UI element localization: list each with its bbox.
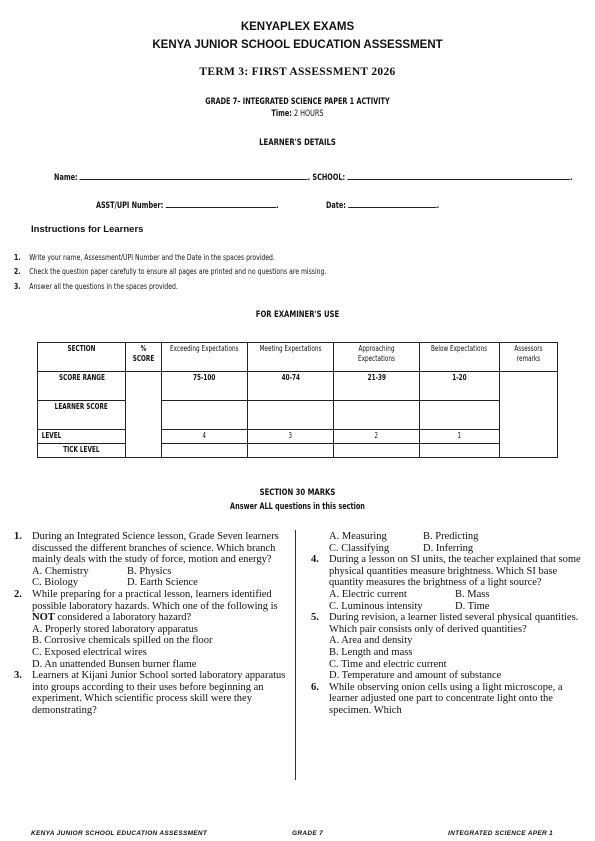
- option[interactable]: D. Earth Science: [127, 577, 198, 589]
- question-number: 6.: [311, 681, 319, 693]
- header-cell: Approaching Expectations: [334, 343, 420, 372]
- range-cell: 21-39: [334, 372, 420, 401]
- paper-title: GRADE 7– INTEGRATED SCIENCE PAPER 1 ACTIVITY: [205, 97, 390, 107]
- option[interactable]: D. Time: [455, 600, 490, 612]
- question-2: [14, 589, 286, 624]
- instruction-num: 3.: [14, 282, 21, 291]
- question-number: 3.: [14, 670, 22, 682]
- option[interactable]: D. An unattended Bunsen burner flame: [32, 658, 197, 670]
- question-number: 2.: [14, 588, 22, 600]
- options-row: [311, 601, 583, 613]
- questions-left-column: [14, 531, 286, 717]
- question-number: 1.: [14, 531, 22, 542]
- option[interactable]: C. Classifying: [329, 542, 390, 554]
- footer-middle: GRADE 7: [292, 830, 323, 837]
- date-label: Date:: [326, 201, 346, 211]
- instruction-item: [14, 253, 275, 262]
- section-title: SECTION 30 MARKS: [259, 488, 336, 498]
- upi-line[interactable]: [166, 198, 277, 208]
- name-label: Name:: [54, 173, 78, 183]
- learner-score-cell[interactable]: [420, 401, 500, 430]
- examiner-title: FOR EXAMINER'S USE: [255, 310, 340, 320]
- instructions-title: Instructions for Learners: [31, 224, 144, 235]
- question-text: During revision, a learner listed several physical quantities. Which pair consists only of derived quantities?: [329, 612, 579, 635]
- time-label: Time:: [271, 109, 292, 119]
- level-cell: 2: [334, 430, 420, 444]
- range-cell: 1-20: [420, 372, 500, 401]
- table-row: [38, 444, 558, 458]
- learner-score-cell[interactable]: [334, 401, 420, 430]
- instruction-num: 2.: [14, 267, 21, 276]
- header-cell: Below Expectations: [420, 343, 500, 372]
- option[interactable]: A. Properly stored laboratory apparatus: [32, 623, 198, 635]
- column-divider: [295, 530, 296, 780]
- footer-right: INTEGRATED SCIENCE APER 1: [448, 830, 554, 837]
- assessment-title: KENYA JUNIOR SCHOOL EDUCATION ASSESSMENT: [152, 39, 443, 51]
- instruction-num: 1.: [14, 253, 21, 262]
- table-header-row: [38, 343, 558, 372]
- instruction-text: Write your name, Assessment/UPI Number and the Date in the spaces provided.: [29, 253, 275, 262]
- field-end-dot: .: [436, 201, 440, 211]
- level-cell: 1: [420, 430, 500, 444]
- option[interactable]: B. Corrosive chemicals spilled on the floor: [32, 635, 213, 647]
- question-text: While observing onion cells using a light microscope, a learner adjusted one part to concentrate light onto the specimen. Which: [329, 681, 563, 716]
- header-cell: Exceeding Expectations: [162, 343, 248, 372]
- percent-score-cell[interactable]: [126, 372, 162, 458]
- name-field[interactable]: [54, 170, 573, 183]
- header-cell: % SCORE: [126, 343, 162, 372]
- tick-cell[interactable]: [334, 444, 420, 458]
- date-field[interactable]: [326, 198, 439, 211]
- question-text: During an Integrated Science lesson, Grade Seven learners discussed the different branches of science. Which branch mainly deals with the study of force, motion and energy?: [32, 531, 279, 566]
- option[interactable]: D. Temperature and amount of substance: [329, 670, 502, 682]
- option[interactable]: C. Exposed electrical wires: [32, 646, 147, 658]
- instruction-text: Answer all the questions in the spaces provided.: [29, 282, 178, 291]
- header-cell: SECTION: [38, 343, 126, 372]
- range-cell: 75-100: [162, 372, 248, 401]
- option[interactable]: B. Length and mass: [329, 646, 413, 658]
- school-line[interactable]: [347, 170, 570, 180]
- question-5: [311, 612, 583, 635]
- table-row: [38, 430, 558, 444]
- school-label: . SCHOOL:: [307, 173, 346, 183]
- details-title: LEARNER'S DETAILS: [259, 138, 336, 148]
- level-cell: 4: [162, 430, 248, 444]
- org-title: KENYAPLEX EXAMS: [240, 21, 355, 33]
- option[interactable]: C. Time and electric current: [329, 658, 447, 670]
- option[interactable]: D. Inferring: [423, 542, 474, 554]
- learner-score-cell[interactable]: [162, 401, 248, 430]
- tick-cell[interactable]: [420, 444, 500, 458]
- options-row: [14, 577, 286, 589]
- level-cell: 3: [248, 430, 334, 444]
- instruction-item: [14, 282, 178, 291]
- instruction-text: Check the question paper carefully to ensure all pages are printed and no questions are missing.: [29, 267, 327, 276]
- option[interactable]: B. Physics: [127, 565, 172, 577]
- tick-cell[interactable]: [248, 444, 334, 458]
- question-3: [14, 670, 286, 716]
- remarks-cell[interactable]: [500, 372, 558, 458]
- option[interactable]: A. Area and density: [329, 635, 413, 647]
- option[interactable]: C. Biology: [32, 577, 79, 589]
- question-number: 5.: [311, 612, 319, 624]
- table-row: [38, 372, 558, 401]
- instruction-item: [14, 267, 326, 276]
- options-row: [14, 566, 286, 578]
- option[interactable]: B. Mass: [455, 588, 490, 600]
- row-label: LEARNER SCORE: [38, 401, 126, 430]
- examiner-table: [37, 342, 558, 458]
- question-text: Learners at Kijani Junior School sorted laboratory apparatus into groups according to their uses before beginning an experiment. Which scientific process skill were they demonstrating?: [32, 670, 286, 716]
- time-value: 2 HOURS: [293, 109, 324, 119]
- name-line[interactable]: [80, 170, 308, 180]
- question-6: [311, 682, 583, 717]
- question-number: 4.: [311, 554, 319, 566]
- question-1: [14, 531, 286, 566]
- option[interactable]: A. Electric current: [329, 588, 407, 600]
- upi-field[interactable]: [96, 198, 279, 211]
- options-row: [311, 589, 583, 601]
- term-title: TERM 3: FIRST ASSESSMENT 2026: [199, 66, 396, 78]
- date-line[interactable]: [348, 198, 436, 208]
- field-end-dot: .: [276, 201, 279, 211]
- options-row: [311, 531, 583, 543]
- row-label: SCORE RANGE: [38, 372, 126, 401]
- range-cell: 40-74: [248, 372, 334, 401]
- option[interactable]: C. Luminous intensity: [329, 600, 423, 612]
- learner-score-cell[interactable]: [248, 401, 334, 430]
- questions-right-column: [311, 531, 583, 717]
- footer-left: KENYA JUNIOR SCHOOL EDUCATION ASSESSMENT: [31, 830, 208, 837]
- field-end-dot: .: [570, 173, 573, 183]
- question-text: During a lesson on SI units, the teacher explained that some physical quantities measure brightness. Which SI base quantity measures the brightness of a light source?: [329, 554, 581, 589]
- question-emphasis: NOT: [32, 612, 55, 624]
- option[interactable]: B. Predicting: [423, 531, 479, 542]
- header-cell: Assessors remarks: [500, 343, 558, 372]
- header-cell: Meeting Expectations: [248, 343, 334, 372]
- options-row: [311, 543, 583, 555]
- row-label: TICK LEVEL: [38, 444, 126, 458]
- table-row: [38, 401, 558, 430]
- tick-cell[interactable]: [162, 444, 248, 458]
- option[interactable]: A. Chemistry: [32, 565, 89, 577]
- section-subtitle: Answer ALL questions in this section: [230, 502, 365, 512]
- upi-label: ASST/UPI Number:: [96, 201, 164, 211]
- question-4: [311, 554, 583, 589]
- row-label: LEVEL: [38, 430, 126, 444]
- time-line: [45, 109, 551, 119]
- question-text: considered a laboratory hazard?: [54, 612, 192, 624]
- option[interactable]: A. Measuring: [329, 531, 387, 542]
- question-text: While preparing for a practical lesson, learners identified possible laboratory hazards. Which one of the following is: [32, 588, 278, 612]
